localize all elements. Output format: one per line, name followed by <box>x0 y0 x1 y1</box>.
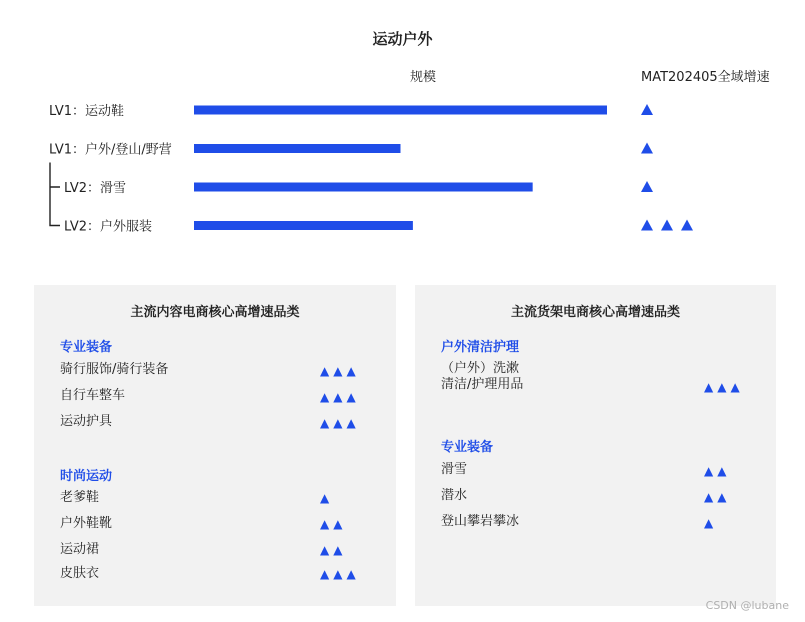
panel-title: 主流货架电商核心高增速品类 <box>510 305 680 320</box>
growth-triangle <box>641 220 653 231</box>
content-ecommerce-panel <box>34 285 396 606</box>
growth-triangles: ▲ <box>704 516 718 530</box>
shelf-ecommerce-panel <box>415 285 776 606</box>
list-item: 自行车整车 <box>60 388 126 403</box>
section-pro-gear: 专业装备 <box>441 440 494 455</box>
section-fashion-sport: 时尚运动 <box>60 469 113 484</box>
growth-triangles: ▲▲▲ <box>320 390 360 404</box>
list-item: 潜水 <box>441 488 468 503</box>
tree-connector <box>50 163 60 226</box>
growth-triangles: ▲▲ <box>704 490 731 504</box>
list-item: 皮肤衣 <box>60 566 100 581</box>
growth-triangles: ▲▲▲ <box>320 567 360 581</box>
panel-title: 主流内容电商核心高增速品类 <box>130 305 300 320</box>
growth-triangle <box>661 220 673 231</box>
growth-triangle <box>681 220 693 231</box>
list-item: （户外）洗漱 清洁/护理用品 <box>441 361 524 392</box>
list-item: 老爹鞋 <box>60 490 100 505</box>
list-item: 登山攀岩攀冰 <box>441 514 520 529</box>
list-item: 滑雪 <box>441 462 468 477</box>
growth-triangle <box>641 104 653 115</box>
scale-header: 规模 <box>410 70 437 85</box>
watermark: CSDN @lubane <box>705 599 789 612</box>
list-item: 运动护具 <box>60 414 113 429</box>
category-label: LV2：滑雪 <box>64 181 126 196</box>
growth-triangles: ▲▲ <box>704 464 731 478</box>
growth-header: MAT202405全域增速 <box>641 70 770 85</box>
growth-triangles: ▲▲▲ <box>320 416 360 430</box>
bar <box>194 221 413 230</box>
growth-triangle <box>641 181 653 192</box>
bar <box>194 106 607 115</box>
growth-triangles: ▲ <box>320 491 334 505</box>
growth-triangles: ▲▲▲ <box>704 380 744 394</box>
section-pro-gear: 专业装备 <box>60 340 113 355</box>
bar <box>194 183 533 192</box>
list-item: 户外鞋靴 <box>60 516 113 531</box>
list-item: 骑行服饰/骑行装备 <box>60 362 169 377</box>
growth-triangles: ▲▲ <box>320 517 347 531</box>
section-outdoor-care: 户外清洁护理 <box>441 340 520 355</box>
growth-triangle <box>641 143 653 154</box>
category-label: LV2：户外服装 <box>64 219 152 235</box>
bar-chart <box>0 90 805 250</box>
chart-title: 运动户外 <box>372 30 433 48</box>
list-item: 运动裙 <box>60 542 100 557</box>
category-label: LV1：运动鞋 <box>49 104 124 119</box>
growth-triangles: ▲▲ <box>320 543 347 557</box>
growth-triangles: ▲▲▲ <box>320 364 360 378</box>
category-label: LV1：户外/登山/野营 <box>49 142 172 158</box>
bar <box>194 144 401 153</box>
